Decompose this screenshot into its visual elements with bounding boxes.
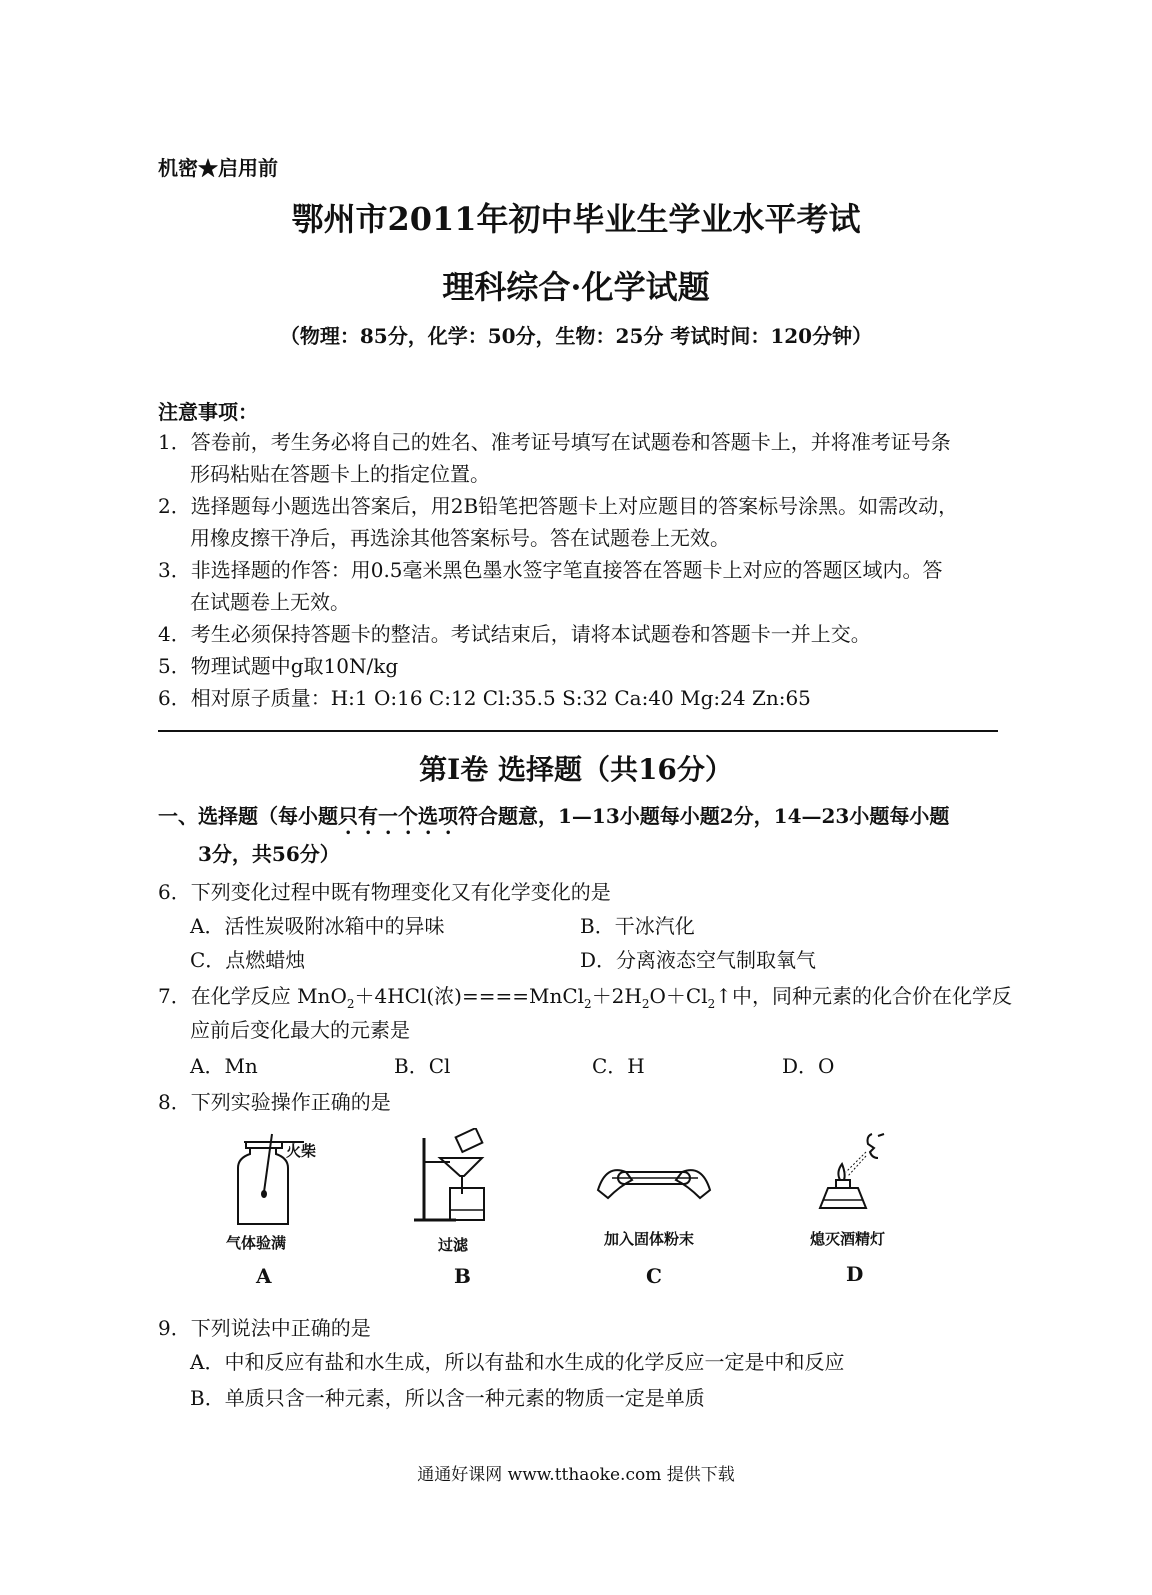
figure-a-label-match: 火柴 (286, 1142, 317, 1160)
q7-sub-4: 2 (707, 997, 716, 1011)
question-6-stem: 6．下列变化过程中既有物理变化又有化学变化的是 (158, 880, 611, 904)
q7-sub-3: 2 (641, 997, 650, 1011)
question-9-option-b: B．单质只含一种元素，所以含一种元素的物质一定是单质 (190, 1386, 705, 1410)
figure-c-caption: 加入固体粉末 (604, 1230, 695, 1248)
notice-item-1: 1．答卷前，考生务必将自己的姓名、准考证号填写在试题卷和答题卡上，并将准考证号条 (158, 430, 951, 454)
figure-d-alcohol-lamp (808, 1128, 908, 1224)
notice-item-3-cont: 在试题卷上无效。 (190, 590, 350, 614)
notice-item-6: 6．相对原子质量：H:1 O:16 C:12 Cl:35.5 S:32 Ca:40 Mg:24 Zn:65 (158, 686, 811, 710)
question-7-option-a: A．Mn (190, 1054, 258, 1078)
score-info: （物理：85分，化学：50分，生物：25分 考试时间：120分钟） (279, 324, 873, 348)
exam-subtitle: 理科综合·化学试题 (442, 268, 710, 306)
notice-item-3: 3．非选择题的作答：用0.5毫米黑色墨水签字笔直接答在答题卡上对应的答题区域内。答 (158, 558, 943, 582)
figure-a-caption: 气体验满 (226, 1234, 287, 1252)
question-7-option-b: B．Cl (394, 1054, 451, 1078)
section-prefix: 一、选择题（每小题 (158, 804, 338, 828)
question-8-stem: 8．下列实验操作正确的是 (158, 1090, 391, 1114)
section-heading (158, 800, 949, 839)
section-heading-cont: 3分，共56分） (198, 842, 340, 866)
question-6-option-d: D．分离液态空气制取氧气 (580, 948, 817, 972)
q7-part-b: ＋4HCl(浓)====MnCl (354, 984, 585, 1008)
part-title: 第Ⅰ卷 选择题（共16分） (419, 753, 733, 786)
notice-item-2: 2．选择题每小题选出答案后，用2B铅笔把答题卡上对应题目的答案标号涂黑。如需改动， (158, 494, 959, 518)
figure-d-caption: 熄灭酒精灯 (810, 1230, 886, 1248)
notice-heading: 注意事项： (158, 400, 258, 424)
question-6-option-a: A．活性炭吸附冰箱中的异味 (190, 914, 445, 938)
notice-item-1-cont: 形码粘贴在答题卡上的指定位置。 (190, 462, 490, 486)
question-6-option-c: C．点燃蜡烛 (190, 948, 306, 972)
notice-item-2-cont: 用橡皮擦干净后，再选涂其他答案标号。答在试题卷上无效。 (190, 526, 730, 550)
question-9-option-a: A．中和反应有盐和水生成，所以有盐和水生成的化学反应一定是中和反应 (190, 1350, 845, 1374)
question-7-stem (158, 980, 1012, 1011)
q7-sub-1: 2 (346, 997, 355, 1011)
figure-c-letter: C (646, 1264, 662, 1288)
figure-b-caption: 过滤 (438, 1236, 469, 1254)
figure-c-adding-powder (592, 1150, 716, 1210)
question-7-stem-cont: 应前后变化最大的元素是 (190, 1018, 410, 1042)
q7-part-a: 7．在化学反应 MnO (158, 984, 347, 1008)
divider-rule (158, 730, 998, 732)
notice-item-4: 4．考生必须保持答题卡的整洁。考试结束后，请将本试题卷和答题卡一并上交。 (158, 622, 871, 646)
question-9-stem: 9．下列说法中正确的是 (158, 1316, 371, 1340)
figure-a-letter: A (256, 1264, 272, 1288)
figure-d-letter: D (846, 1262, 864, 1286)
q7-part-e: ↑中，同种元素的化合价在化学反 (715, 984, 1013, 1008)
figure-b-filtration (410, 1128, 510, 1228)
q7-part-c: ＋2H (591, 984, 642, 1008)
secret-label: 机密★启用前 (158, 156, 278, 180)
notice-item-5: 5．物理试题中g取10N/kg (158, 654, 399, 678)
question-7-option-d: D．O (782, 1054, 835, 1078)
footer-source: 通通好课网 www.tthaoke.com 提供下载 (417, 1465, 735, 1485)
figure-b-letter: B (454, 1264, 471, 1288)
q7-sub-2: 2 (584, 997, 592, 1011)
exam-title: 鄂州市2011年初中毕业生学业水平考试 (291, 200, 861, 238)
question-7-option-c: C．H (592, 1054, 645, 1078)
question-6-option-b: B．干冰汽化 (580, 914, 695, 938)
section-suffix: 符合题意，1—13小题每小题2分，14—23小题每小题 (458, 804, 950, 828)
section-emphasis: 只有一个选项 (338, 804, 458, 828)
q7-part-d: O＋Cl (649, 984, 708, 1008)
